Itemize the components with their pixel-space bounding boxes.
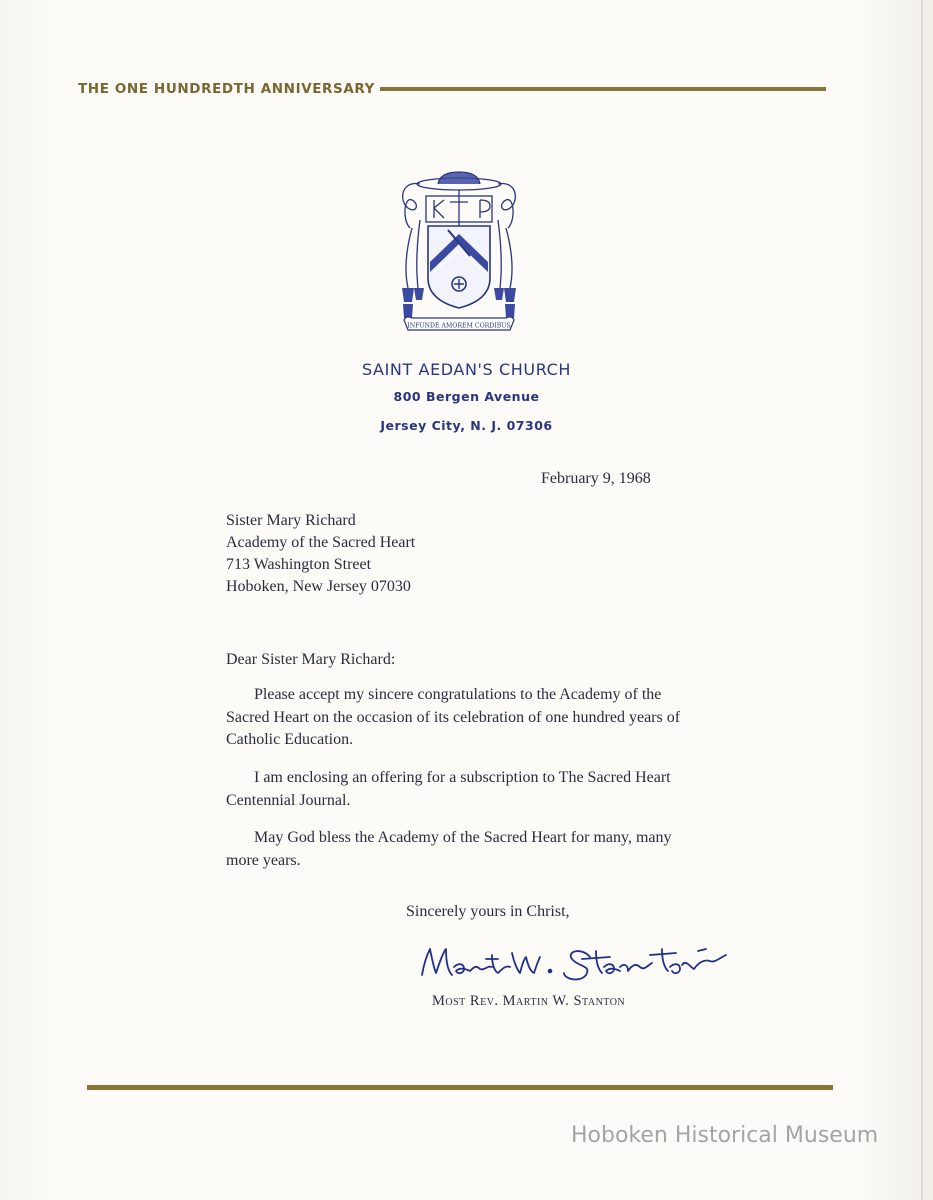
signer-name: Most Rev. Martin W. Stanton — [432, 993, 626, 1009]
bottom-gold-rule — [87, 1085, 833, 1090]
handwritten-signature — [414, 937, 744, 989]
recipient-institution: Academy of the Sacred Heart — [226, 534, 416, 551]
recipient-name: Sister Mary Richard — [226, 512, 356, 529]
page-spine-edge — [921, 0, 923, 1200]
church-name: SAINT AEDAN'S CHURCH — [361, 360, 572, 379]
body-paragraph: May God bless the Academy of the Sacred Heart for many, many more years. — [226, 829, 672, 869]
church-street-address: 800 Bergen Avenue — [393, 389, 540, 404]
recipient-address-block — [226, 510, 415, 598]
salutation: Dear Sister Mary Richard: — [226, 651, 396, 668]
body-paragraph: I am enclosing an offering for a subscription to The Sacred Heart Centennial Journal. — [226, 769, 671, 809]
body-paragraph: Please accept my sincere congratulations to the Academy of the Sacred Heart on the occasion of its celebration of one hundred years of Catholic Education. — [226, 686, 681, 748]
museum-watermark: Hoboken Historical Museum — [571, 1123, 879, 1148]
recipient-city: Hoboken, New Jersey 07030 — [226, 578, 411, 595]
signature-text: Martin W. Stanton — [414, 937, 422, 938]
complimentary-closing: Sincerely yours in Christ, — [406, 903, 570, 920]
episcopal-coat-of-arms — [398, 170, 520, 335]
crest-motto: INFUNDE AMOREM CORDIBUS — [407, 322, 511, 330]
letter-date: February 9, 1968 — [541, 470, 651, 487]
church-city-address: Jersey City, N. J. 07306 — [380, 418, 553, 433]
recipient-street: 713 Washington Street — [226, 556, 372, 573]
anniversary-header: THE ONE HUNDREDTH ANNIVERSARY — [78, 81, 376, 97]
top-gold-rule — [380, 87, 826, 91]
